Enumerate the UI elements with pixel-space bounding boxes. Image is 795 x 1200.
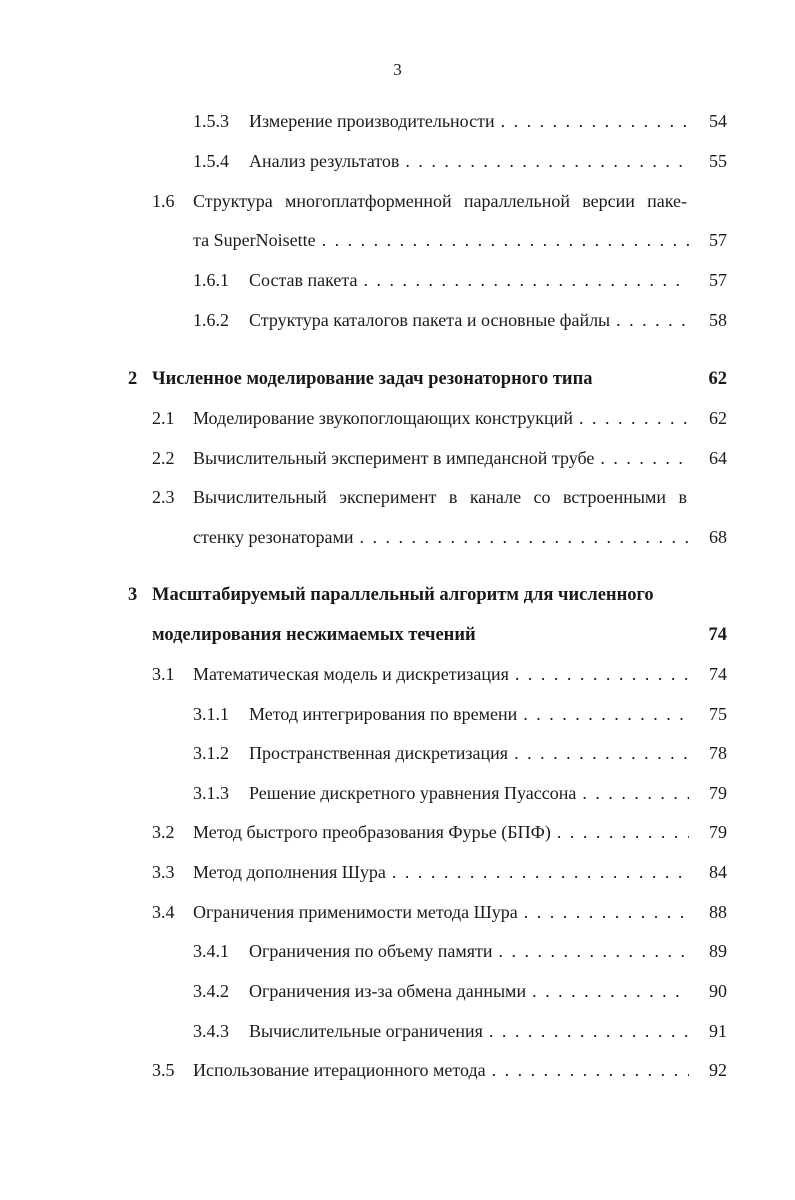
section-number: 3.1.3: [193, 783, 229, 803]
section-number: 3.4.2: [193, 981, 229, 1001]
section-number: 3.1.2: [193, 743, 229, 763]
page-ref: 79: [709, 822, 727, 842]
section-number: 2.1: [152, 408, 175, 428]
toc-entry[interactable]: [0, 701, 727, 727]
page-ref: 57: [709, 230, 727, 250]
section-title: Метод быстрого преобразования Фурье (БПФ) . . .: [193, 819, 689, 845]
section-title: Ограничения применимости метода Шура . . .: [193, 899, 689, 925]
section-number: 2.3: [152, 487, 175, 507]
toc-entry[interactable]: [0, 307, 727, 333]
page-ref: 55: [709, 151, 727, 171]
toc-entry[interactable]: [0, 484, 727, 510]
page-ref: 88: [709, 902, 727, 922]
section-number: 1.6.2: [193, 310, 229, 330]
section-title: Структура каталогов пакета и основные файлы . . .: [249, 307, 689, 333]
toc-entry[interactable]: [0, 188, 727, 214]
toc-entry[interactable]: [0, 780, 727, 806]
chapter-title: Численное моделирование задач резонаторного типа: [152, 369, 593, 389]
section-number: 1.5.3: [193, 111, 229, 131]
toc-chapter-continuation[interactable]: [0, 622, 727, 648]
toc-entry[interactable]: [0, 661, 727, 687]
chapter-number: 3: [128, 585, 138, 605]
page-ref: 62: [708, 369, 727, 389]
toc-entry[interactable]: [0, 819, 727, 845]
page-number: 3: [393, 60, 402, 79]
section-title: Анализ результатов . . .: [249, 148, 689, 174]
section-title: Измерение производительности . . .: [249, 108, 689, 134]
section-title: Ограничения из-за обмена данными . . .: [249, 978, 689, 1004]
page-ref: 91: [709, 1021, 727, 1041]
section-title: Состав пакета . . .: [249, 267, 689, 293]
section-title-line2: та SuperNoisette . . .: [193, 227, 689, 253]
toc-entry[interactable]: [0, 938, 727, 964]
page-ref: 64: [709, 448, 727, 468]
section-title-line1: Вычислительный эксперимент в канале со встроенными в: [193, 487, 687, 507]
chapter-number: 2: [128, 369, 138, 389]
section-number: 3.3: [152, 862, 175, 882]
toc-entry[interactable]: [0, 267, 727, 293]
section-number: 3.4.3: [193, 1021, 229, 1041]
section-title: Математическая модель и дискретизация . . .: [193, 661, 689, 687]
section-number: 1.6: [152, 191, 175, 211]
page-ref: 57: [709, 270, 727, 290]
section-number: 3.2: [152, 822, 175, 842]
section-number: 2.2: [152, 448, 175, 468]
section-title: Метод интегрирования по времени . . .: [249, 701, 689, 727]
toc-entry[interactable]: [0, 978, 727, 1004]
toc-entry[interactable]: [0, 405, 727, 431]
section-number: 1.6.1: [193, 270, 229, 290]
section-number: 3.4: [152, 902, 175, 922]
page-ref: 75: [709, 704, 727, 724]
toc-entry[interactable]: [0, 1018, 727, 1044]
page-ref: 84: [709, 862, 727, 882]
page-ref: 58: [709, 310, 727, 330]
chapter-title-line1: Масштабируемый параллельный алгоритм для численного: [152, 585, 654, 605]
toc-entry[interactable]: [0, 859, 727, 885]
page-ref: 74: [709, 664, 727, 684]
section-title: Вычислительные ограничения . . .: [249, 1018, 689, 1044]
page-ref: 92: [709, 1060, 727, 1080]
section-title-line2: стенку резонаторами . . .: [193, 524, 689, 550]
toc-entry[interactable]: [0, 445, 727, 471]
page-ref: 54: [709, 111, 727, 131]
section-title: Ограничения по объему памяти . . .: [249, 938, 689, 964]
section-number: 3.4.1: [193, 941, 229, 961]
toc-entry[interactable]: [0, 148, 727, 174]
toc-chapter-entry[interactable]: [0, 366, 727, 392]
page-ref: 74: [708, 625, 727, 645]
section-number: 3.5: [152, 1060, 175, 1080]
toc-entry-continuation[interactable]: [0, 227, 727, 253]
section-title: Решение дискретного уравнения Пуассона . . .: [249, 780, 689, 806]
section-title: Вычислительный эксперимент в импедансной трубе . . .: [193, 445, 689, 471]
toc-entry[interactable]: [0, 1057, 727, 1083]
page-ref: 68: [709, 527, 727, 547]
section-title-line1: Структура многоплатформенной параллельной версии паке-: [193, 191, 687, 211]
page-ref: 78: [709, 743, 727, 763]
page-ref: 79: [709, 783, 727, 803]
toc-entry[interactable]: [0, 899, 727, 925]
page-ref: 62: [709, 408, 727, 428]
page-ref: 90: [709, 981, 727, 1001]
section-title: Моделирование звукопоглощающих конструкций . . .: [193, 405, 689, 431]
toc-entry[interactable]: [0, 740, 727, 766]
page-ref: 89: [709, 941, 727, 961]
section-number: 3.1: [152, 664, 175, 684]
section-title: Пространственная дискретизация . . .: [249, 740, 689, 766]
section-title: Метод дополнения Шура . . .: [193, 859, 689, 885]
section-number: 3.1.1: [193, 704, 229, 724]
toc-entry-continuation[interactable]: [0, 524, 727, 550]
chapter-title-line2: моделирования несжимаемых течений: [152, 625, 476, 645]
section-title: Использование итерационного метода . . .: [193, 1057, 689, 1083]
section-number: 1.5.4: [193, 151, 229, 171]
toc-chapter-entry[interactable]: [0, 582, 727, 608]
toc-entry[interactable]: [0, 108, 727, 134]
